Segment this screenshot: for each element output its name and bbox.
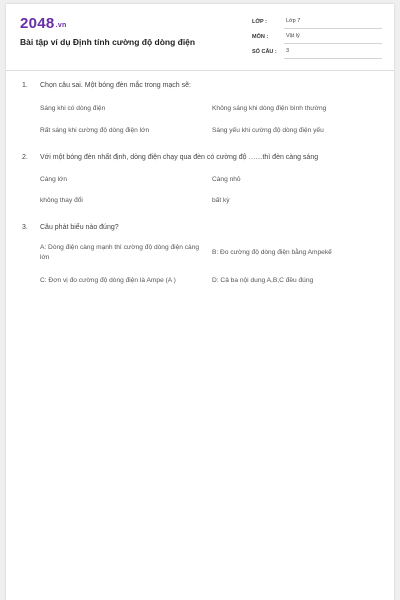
answer-option[interactable]: B: Đo cường độ dòng điện bằng Ampekế [212,249,332,256]
answer-option[interactable]: Sáng khi có dòng điện [40,105,106,112]
question-text: Chọn câu sai. Một bóng đèn mắc trong mạch sẽ: [40,82,191,89]
question-number: 2. [22,154,28,161]
meta-label: MÔN : [252,34,269,40]
worksheet-header [6,4,394,71]
question-number: 1. [22,82,28,89]
question-3 [6,224,394,304]
worksheet-page [6,4,394,600]
meta-value: 3 [284,48,382,59]
answer-option[interactable]: không thay đổi [40,197,83,204]
answer-option[interactable]: Sáng yếu khi cường độ dòng điện yếu [212,127,324,134]
meta-row-count [252,47,382,62]
question-text: Câu phát biểu nào đúng? [40,224,119,231]
meta-row-subject [252,32,382,47]
meta-row-class [252,17,382,32]
site-logo[interactable] [20,15,67,32]
question-1 [6,82,394,154]
logo-text: 2048 [20,15,55,32]
answer-option[interactable]: C: Đơn vị đo cường độ dòng điện là Ampe (A ) [40,277,176,284]
meta-label: SỐ CÂU : [252,49,277,55]
meta-value: Vật lý [284,33,382,44]
question-list [6,82,394,304]
answer-option[interactable]: Càng nhỏ [212,176,241,183]
answer-option[interactable]: Càng lớn [40,176,68,183]
meta-value: Lớp 7 [284,18,382,29]
question-2 [6,154,394,224]
question-number: 3. [22,224,28,231]
answer-option[interactable]: A: Dòng điện càng mạnh thì cường độ dòng điện càng lớn [40,244,200,261]
worksheet-title: Bài tập ví dụ Định tính cường độ dòng điện [20,37,196,47]
logo-suffix: .vn [55,22,67,29]
answer-option[interactable]: Không sáng khi dòng điện bình thường [212,105,327,112]
answer-option[interactable]: D: Cả ba nội dung A,B,C đều đúng [212,277,314,284]
answer-option[interactable]: bất kỳ [212,197,230,204]
meta-label: LỚP : [252,19,267,25]
meta-info [252,17,382,62]
question-text: Với một bóng đèn nhất định, dòng điện chạy qua đèn có cường độ ……thì đèn càng sáng [40,154,319,161]
answer-option[interactable]: Rất sáng khi cường độ dòng điện lớn [40,127,150,134]
